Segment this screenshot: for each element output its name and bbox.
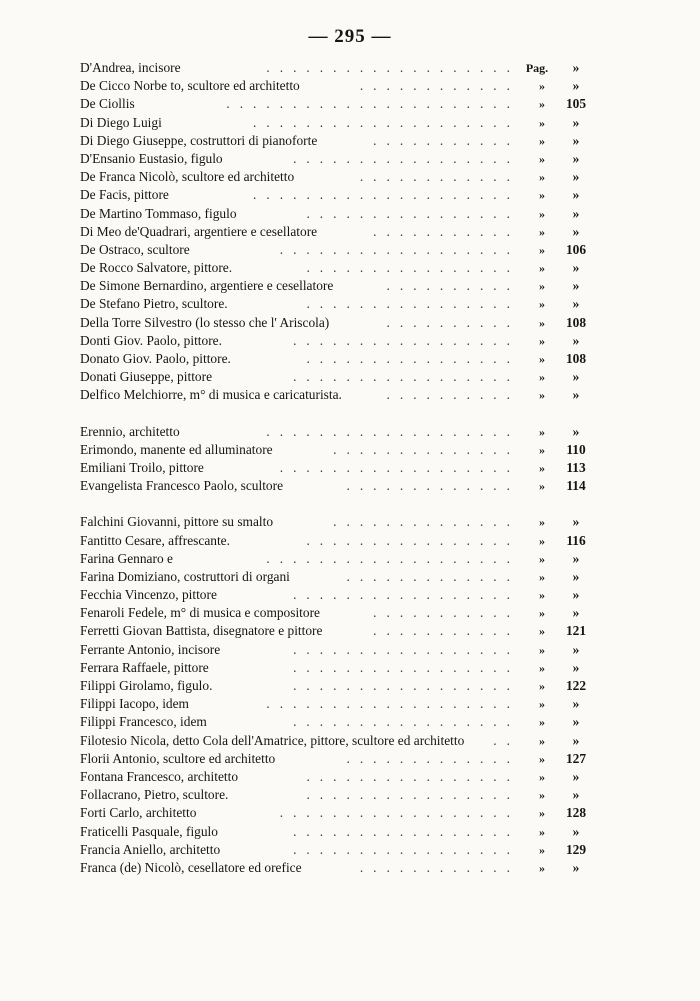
index-entry <box>80 423 592 441</box>
ditto-mark: » <box>539 133 545 148</box>
entry-name: Florii Antonio, scultore ed architetto <box>80 750 276 766</box>
ditto-mark: » <box>539 352 545 366</box>
leader-dots: ................ <box>306 768 520 784</box>
entry-page: 106 <box>565 241 587 257</box>
index-entry <box>80 750 592 768</box>
entry-page: » <box>572 587 580 603</box>
leader-dots: ................ <box>306 351 520 366</box>
entry-page: » <box>572 568 580 584</box>
entry-name: Francia Aniello, architetto <box>80 841 221 857</box>
index-list <box>80 59 592 877</box>
index-entry <box>80 768 592 786</box>
index-entry <box>80 532 592 550</box>
leader-dots: ................. <box>293 714 520 730</box>
ditto-mark: » <box>539 315 545 330</box>
entry-page: » <box>572 387 580 403</box>
index-entry <box>80 332 592 350</box>
entry-page: » <box>572 605 580 621</box>
index-entry <box>80 386 592 404</box>
entry-name: Ferrara Raffaele, pittore <box>80 659 209 675</box>
ditto-mark: » <box>539 842 545 857</box>
entry-name: Donato Giov. Paolo, pittore. <box>80 351 231 366</box>
entry-name: Filippi Iacopo, idem <box>80 696 189 712</box>
entry-page: » <box>572 641 580 657</box>
entry-name: Donati Giuseppe, pittore <box>80 369 213 385</box>
entry-page: 129 <box>565 841 587 857</box>
entry-page: » <box>572 732 580 748</box>
page-number: — 295 — <box>308 26 392 47</box>
ditto-mark: » <box>539 569 545 584</box>
entry-name: Donti Giov. Paolo, pittore. <box>80 332 222 348</box>
entry-page: » <box>572 187 580 203</box>
ditto-mark: » <box>539 224 545 239</box>
ditto-mark: » <box>539 551 545 566</box>
entry-name: De Stefano Pietro, scultore. <box>80 296 228 312</box>
ditto-mark: » <box>539 533 545 548</box>
entry-name: Delfico Melchiorre, m° di musica e caricaturista. <box>80 387 342 403</box>
pag-label: Pag. <box>525 61 549 75</box>
entry-page: » <box>572 332 580 348</box>
entry-page: » <box>572 296 580 312</box>
ditto-mark: » <box>539 370 545 385</box>
entry-name: Follacrano, Pietro, scultore. <box>80 787 229 803</box>
ditto-mark: » <box>539 388 545 403</box>
entry-name: De Ciollis <box>80 96 135 112</box>
leader-dots: .......... <box>386 278 520 294</box>
entry-name: Fecchia Vincenzo, pittore <box>80 587 217 603</box>
leader-dots: .......... <box>386 314 520 330</box>
entry-name: Di Diego Luigi <box>80 114 162 130</box>
index-entry <box>80 513 592 531</box>
entry-name: D'Ensanio Eustasio, figulo <box>80 150 223 166</box>
index-entry <box>80 659 592 677</box>
leader-dots: .. <box>493 732 520 748</box>
leader-dots: ................. <box>293 369 520 385</box>
entry-page: » <box>572 132 580 148</box>
index-entry <box>80 823 592 841</box>
entry-name: De Ostraco, scultore <box>80 241 190 257</box>
ditto-mark: » <box>539 333 545 348</box>
index-entry <box>80 150 592 168</box>
leader-dots: ............. <box>346 478 520 494</box>
entry-name: De Rocco Salvatore, pittore. <box>80 260 233 276</box>
index-entry <box>80 804 592 822</box>
ditto-mark: » <box>539 697 545 712</box>
index-entry <box>80 186 592 204</box>
entry-page: » <box>572 823 580 839</box>
entry-page: » <box>572 514 580 530</box>
entry-page: » <box>572 696 580 712</box>
entry-page: » <box>572 205 580 221</box>
ditto-mark: » <box>539 679 545 693</box>
entry-name: Farina Domiziano, costruttori di organi <box>80 568 290 584</box>
entry-name: Erennio, architetto <box>80 423 180 439</box>
leader-dots: ................ <box>306 205 520 221</box>
entry-page: » <box>572 278 580 294</box>
entry-name: Di Meo de'Quadrari, argentiere e cesellatore <box>80 223 318 239</box>
leader-dots: ........... <box>373 623 520 639</box>
entry-name: Forti Carlo, architetto <box>80 805 197 821</box>
group-separator <box>80 495 592 513</box>
index-entry <box>80 132 592 150</box>
index-entry <box>80 114 592 132</box>
entry-page: » <box>572 423 580 439</box>
entry-page: 113 <box>566 459 586 475</box>
entry-name: Filippi Girolamo, figulo. <box>80 678 213 693</box>
index-entry <box>80 677 592 695</box>
leader-dots: ................ <box>306 296 520 312</box>
leader-dots: .............. <box>333 514 520 530</box>
index-entry <box>80 441 592 459</box>
entry-page: » <box>572 550 580 566</box>
index-entry <box>80 786 592 804</box>
entry-name: Farina Gennaro e <box>80 550 173 566</box>
ditto-mark: » <box>539 660 545 675</box>
entry-name: D'Andrea, incisore <box>80 60 181 75</box>
index-entry <box>80 459 592 477</box>
entry-page: 116 <box>566 532 586 548</box>
ditto-mark: » <box>539 715 545 730</box>
entry-page: 128 <box>565 805 587 821</box>
entry-page: » <box>572 768 580 784</box>
entry-page: 122 <box>565 678 587 693</box>
leader-dots: ........... <box>373 132 520 148</box>
ditto-mark: » <box>539 79 545 94</box>
leader-dots: ............ <box>359 78 520 94</box>
entry-name: Ferrante Antonio, incisore <box>80 641 221 657</box>
leader-dots: .......... <box>386 387 520 403</box>
index-entry <box>80 732 592 750</box>
entry-page: » <box>572 114 580 130</box>
leader-dots: ................... <box>266 550 520 566</box>
entry-page: » <box>572 169 580 185</box>
entry-name: Ferretti Giovan Battista, disegnatore e pittore <box>80 623 323 639</box>
index-entry <box>80 622 592 640</box>
leader-dots: ................ <box>306 532 520 548</box>
index-entry <box>80 168 592 186</box>
entry-page: » <box>572 260 580 276</box>
index-entry <box>80 314 592 332</box>
entry-name: Emiliani Troilo, pittore <box>80 459 204 475</box>
index-entry <box>80 95 592 113</box>
entry-name: Di Diego Giuseppe, costruttori di pianoforte <box>80 132 318 148</box>
index-entry <box>80 641 592 659</box>
entry-name: De Facis, pittore <box>80 187 169 203</box>
entry-page: 105 <box>565 96 587 112</box>
leader-dots: .................. <box>279 459 520 475</box>
entry-page: » <box>572 787 580 803</box>
entry-page: 127 <box>565 750 587 766</box>
ditto-mark: » <box>539 606 545 621</box>
entry-name: Evangelista Francesco Paolo, scultore <box>80 478 284 494</box>
leader-dots: ............. <box>346 750 520 766</box>
ditto-mark: » <box>539 442 545 457</box>
leader-dots: ................. <box>293 150 520 166</box>
leader-dots: ........... <box>373 223 520 239</box>
entry-name: Fenaroli Fedele, m° di musica e compositore <box>80 605 321 621</box>
entry-name: Erimondo, manente ed alluminatore <box>80 441 273 457</box>
ditto-mark: » <box>539 624 545 639</box>
index-entry <box>80 241 592 259</box>
leader-dots: ................. <box>293 823 520 839</box>
ditto-mark: » <box>539 188 545 203</box>
leader-dots: .................... <box>253 114 520 130</box>
index-entry <box>80 586 592 604</box>
leader-dots: ................... <box>266 423 520 439</box>
ditto-mark: » <box>539 860 545 875</box>
index-entry <box>80 223 592 241</box>
index-entry <box>80 59 592 77</box>
entry-page: 108 <box>565 314 587 330</box>
leader-dots: .................... <box>253 187 520 203</box>
ditto-mark: » <box>539 769 545 784</box>
leader-dots: ............ <box>359 169 520 185</box>
group-separator <box>80 405 592 423</box>
index-entry <box>80 350 592 368</box>
leader-dots: .............. <box>333 441 520 457</box>
ditto-mark: » <box>539 788 545 803</box>
entry-page: » <box>572 714 580 730</box>
entry-name: Filotesio Nicola, detto Cola dell'Amatrice, pittore, scultore ed architetto <box>80 732 465 748</box>
leader-dots: ................... <box>266 696 520 712</box>
index-entry <box>80 368 592 386</box>
entry-page: 108 <box>565 351 587 366</box>
index-entry <box>80 77 592 95</box>
entry-page: » <box>572 369 580 385</box>
ditto-mark: » <box>539 642 545 657</box>
index-entry <box>80 568 592 586</box>
leader-dots: ................. <box>293 641 520 657</box>
leader-dots: ...................... <box>226 96 520 112</box>
ditto-mark: » <box>539 242 545 257</box>
leader-dots: ............ <box>359 859 520 875</box>
index-entry <box>80 859 592 877</box>
index-entry <box>80 841 592 859</box>
ditto-mark: » <box>539 206 545 221</box>
leader-dots: ................ <box>306 787 520 803</box>
ditto-mark: » <box>539 261 545 276</box>
index-entry <box>80 259 592 277</box>
ditto-mark: » <box>539 424 545 439</box>
ditto-mark: » <box>539 151 545 166</box>
ditto-mark: » <box>539 460 545 475</box>
index-entry <box>80 695 592 713</box>
entry-page: » <box>572 78 580 94</box>
entry-page: » <box>572 859 580 875</box>
ditto-mark: » <box>539 115 545 130</box>
leader-dots: ................. <box>293 587 520 603</box>
index-entry <box>80 550 592 568</box>
ditto-mark: » <box>539 806 545 821</box>
entry-page: » <box>572 659 580 675</box>
ditto-mark: » <box>539 733 545 748</box>
leader-dots: ................ <box>306 260 520 276</box>
entry-name: De Franca Nicolò, scultore ed architetto <box>80 169 295 185</box>
ditto-mark: » <box>539 824 545 839</box>
entry-page: » <box>572 60 580 75</box>
index-entry <box>80 277 592 295</box>
ditto-mark: » <box>539 588 545 603</box>
entry-name: Franca (de) Nicolò, cesellatore ed orefice <box>80 859 302 875</box>
entry-name: Fontana Francesco, architetto <box>80 768 239 784</box>
leader-dots: ........... <box>373 605 520 621</box>
entry-name: Filippi Francesco, idem <box>80 714 207 730</box>
ditto-mark: » <box>539 751 545 766</box>
ditto-mark: » <box>539 515 545 530</box>
leader-dots: .................. <box>279 241 520 257</box>
leader-dots: ............. <box>346 568 520 584</box>
entry-page: » <box>572 150 580 166</box>
entry-page: 121 <box>565 623 587 639</box>
index-entry <box>80 477 592 495</box>
index-entry <box>80 713 592 731</box>
ditto-mark: » <box>539 279 545 294</box>
leader-dots: ................. <box>293 659 520 675</box>
leader-dots: ................. <box>293 678 520 693</box>
entry-page: 114 <box>566 478 586 494</box>
ditto-mark: » <box>539 479 545 494</box>
leader-dots: .................. <box>279 805 520 821</box>
entry-name: Della Torre Silvestro (lo stesso che l' Ariscola) <box>80 314 330 330</box>
entry-name: Fraticelli Pasquale, figulo <box>80 823 218 839</box>
index-entry <box>80 604 592 622</box>
ditto-mark: » <box>539 170 545 185</box>
index-entry <box>80 295 592 313</box>
entry-page: 110 <box>566 441 586 457</box>
leader-dots: ................... <box>266 60 520 75</box>
entry-name: De Cicco Norbe to, scultore ed architetto <box>80 78 300 94</box>
leader-dots: ................. <box>293 841 520 857</box>
leader-dots: ................. <box>293 332 520 348</box>
ditto-mark: » <box>539 97 545 112</box>
entry-name: De Martino Tommaso, figulo <box>80 205 237 221</box>
entry-name: Falchini Giovanni, pittore su smalto <box>80 514 274 530</box>
index-entry <box>80 205 592 223</box>
entry-page: » <box>572 223 580 239</box>
entry-name: Fantitto Cesare, affrescante. <box>80 532 230 548</box>
entry-name: De Simone Bernardino, argentiere e cesellatore <box>80 278 334 294</box>
ditto-mark: » <box>539 297 545 312</box>
